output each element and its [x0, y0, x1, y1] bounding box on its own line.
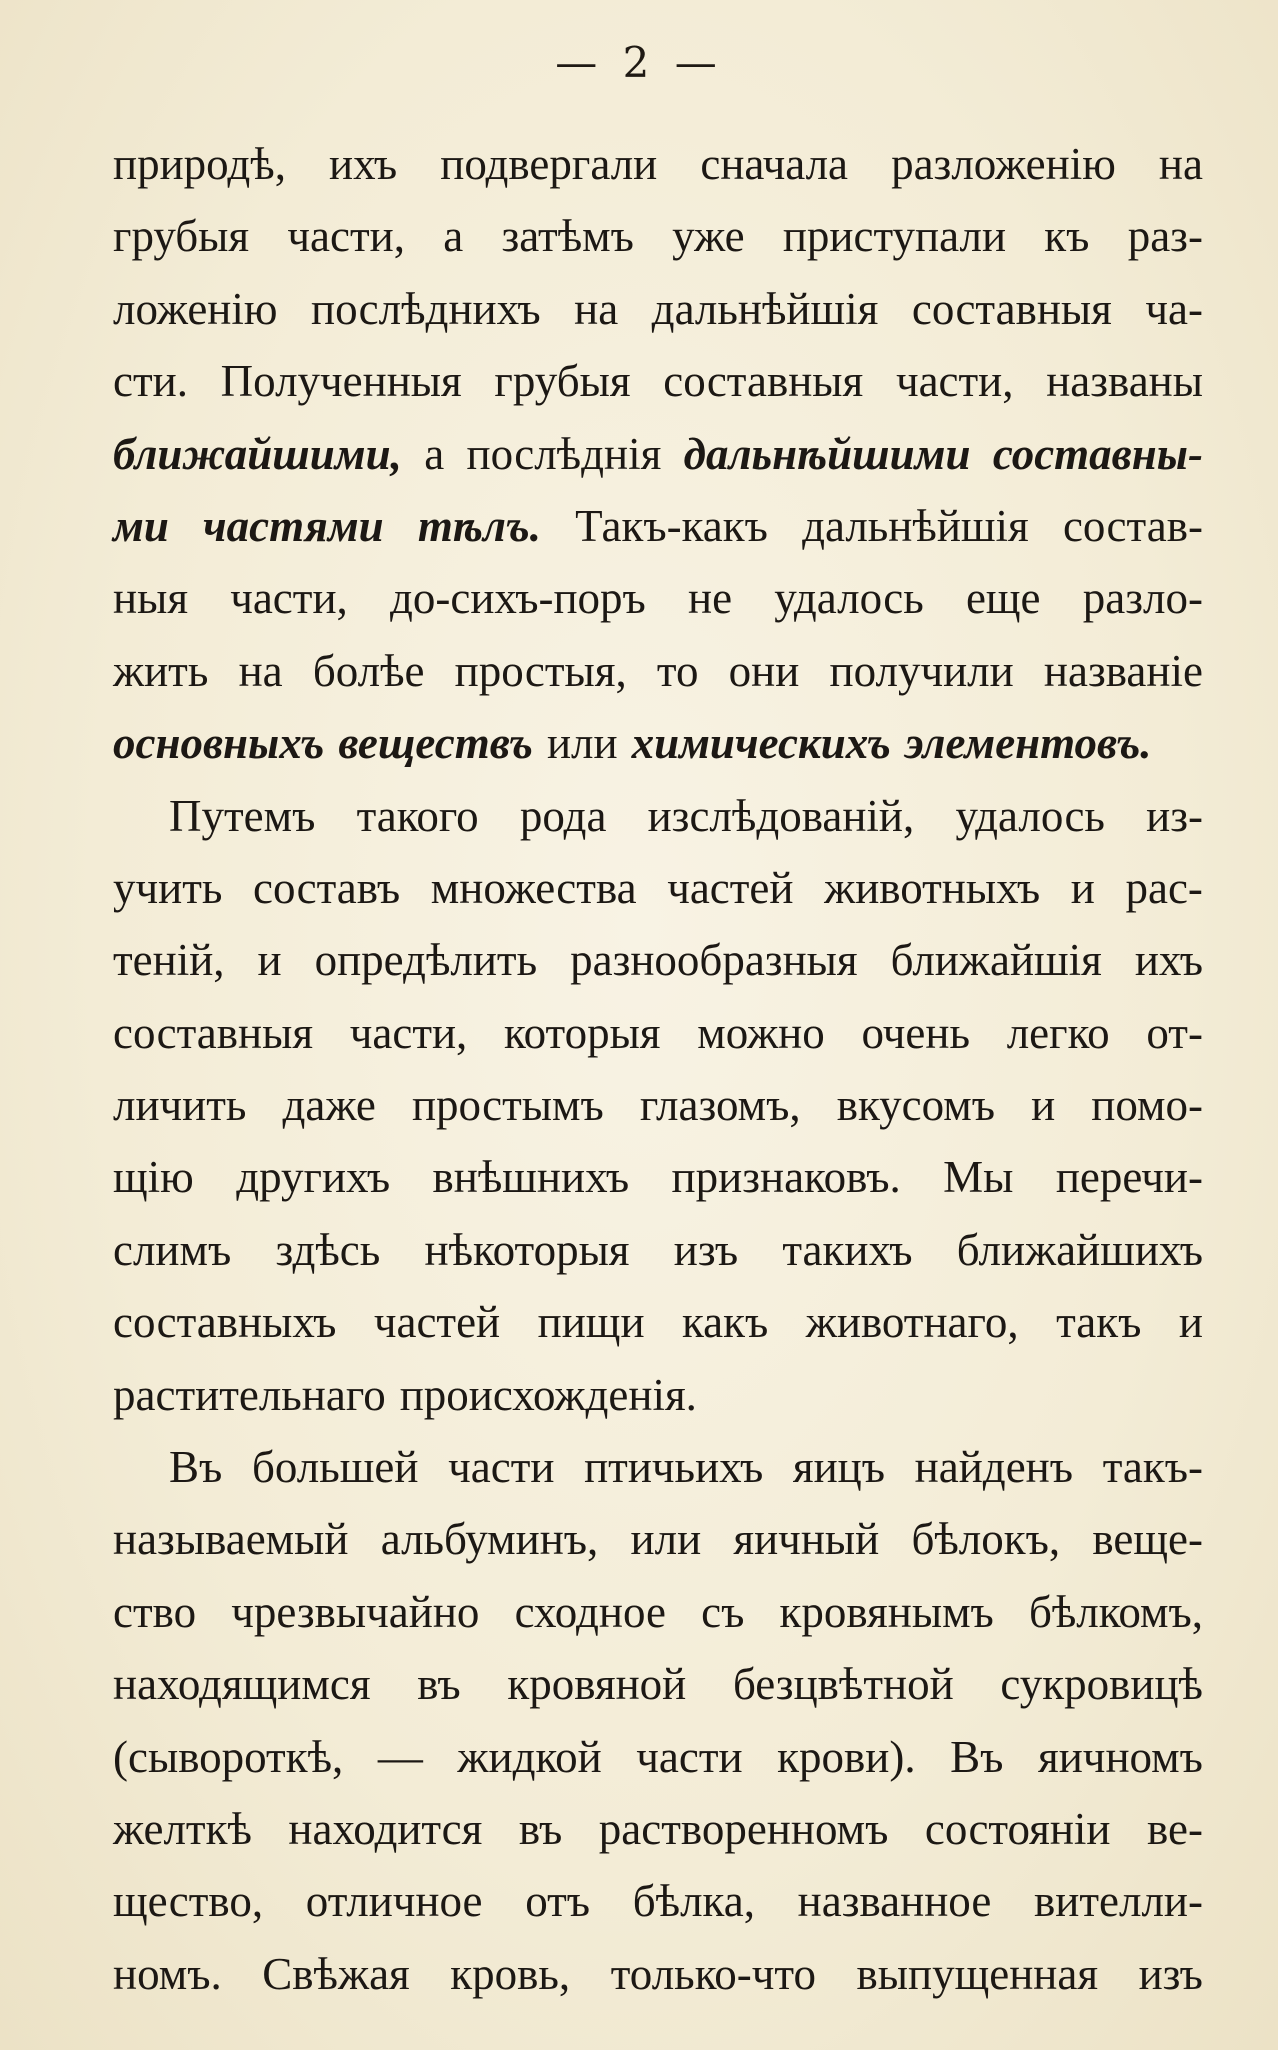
word: не — [687, 573, 733, 624]
word: растворенномъ — [598, 1803, 889, 1854]
word: состояніи — [924, 1803, 1111, 1854]
word: ложенію — [113, 283, 278, 334]
word: составныя — [911, 283, 1112, 334]
text-line — [113, 1286, 1203, 1358]
word: составныхъ — [113, 1297, 337, 1348]
word: слимъ — [113, 1224, 232, 1275]
word: только-что — [610, 1948, 816, 1999]
emphasized-word: ближайшими, — [113, 428, 402, 479]
emphasized-word: химическихъ — [631, 718, 891, 769]
word: части, — [349, 1007, 468, 1058]
word: большей — [251, 1442, 419, 1493]
word: рас- — [1125, 862, 1203, 913]
word: рода — [519, 790, 607, 841]
text-line — [113, 1069, 1203, 1141]
word: Путемъ — [169, 790, 316, 841]
word: изъ — [673, 1224, 739, 1275]
word: из- — [1146, 790, 1203, 841]
word: кровянымъ — [779, 1586, 994, 1637]
word: сукровицѣ — [1000, 1659, 1203, 1710]
word: дальнѣйшія — [802, 500, 1029, 551]
word: такъ- — [1102, 1442, 1203, 1493]
word: а — [424, 428, 445, 479]
word: отъ — [525, 1876, 591, 1927]
word: части — [636, 1731, 743, 1782]
text-line — [113, 707, 1203, 779]
text-line — [113, 635, 1203, 707]
word: множества — [430, 862, 637, 913]
word: затѣмъ — [501, 211, 634, 262]
word: простымъ — [411, 1080, 604, 1131]
word: составныя — [663, 356, 864, 407]
word: которыя — [504, 1007, 661, 1058]
word: птичьихъ — [584, 1442, 764, 1493]
word: щество, — [113, 1876, 264, 1927]
word: даже — [282, 1080, 376, 1131]
word: подвергали — [440, 139, 658, 189]
word: бѣлкомъ, — [1028, 1586, 1203, 1637]
word: Свѣжая — [262, 1948, 410, 1999]
word: состав- — [1062, 500, 1203, 551]
text-line — [113, 1431, 1203, 1503]
word: а — [443, 211, 464, 262]
text-line — [113, 562, 1203, 634]
word: части, — [287, 211, 405, 262]
word: глазомъ, — [639, 1080, 801, 1131]
word: Полученныя — [220, 356, 462, 407]
word: бѣлокъ, — [911, 1514, 1061, 1565]
word: то — [656, 645, 699, 696]
word: составныя — [113, 1007, 314, 1058]
text-line — [113, 273, 1203, 345]
word: яицъ — [792, 1442, 886, 1493]
text-line — [113, 200, 1203, 272]
word: признаковъ. — [671, 1152, 901, 1203]
word: разнообразныя — [570, 935, 858, 986]
word: грубыя — [113, 211, 250, 262]
word: называемый — [113, 1514, 349, 1565]
word: удалось — [955, 790, 1105, 841]
word: происхожденія. — [399, 1369, 697, 1420]
word: номъ. — [113, 1948, 222, 1999]
word: животнаго, — [805, 1297, 1019, 1348]
word: грубыя — [494, 356, 631, 407]
word: разложенію — [891, 139, 1116, 189]
word: разло- — [1082, 573, 1203, 624]
text-line — [113, 1648, 1203, 1720]
word: на — [1158, 139, 1203, 189]
word: ихъ — [329, 139, 398, 189]
word: вителли- — [1034, 1876, 1203, 1927]
word: теній, — [113, 935, 225, 986]
word: от- — [1146, 1007, 1203, 1058]
text-line — [113, 1865, 1203, 1937]
word: получили — [829, 645, 1014, 696]
word: въ — [417, 1659, 461, 1710]
text-line — [113, 1576, 1203, 1648]
word: составъ — [253, 862, 401, 913]
text-line — [113, 1793, 1203, 1865]
paragraph — [113, 780, 1203, 1432]
word: Такъ-какъ — [575, 500, 768, 551]
word: ближайшихъ — [956, 1224, 1203, 1275]
word: такого — [356, 790, 479, 841]
word: названное — [797, 1876, 992, 1927]
word: и — [1070, 862, 1095, 913]
word: можно — [697, 1007, 825, 1058]
text-line — [113, 924, 1203, 996]
word: помо- — [1091, 1080, 1203, 1131]
word: частей — [373, 1297, 501, 1348]
word: перечи- — [1055, 1152, 1203, 1203]
word: или — [630, 1514, 702, 1565]
word: личить — [113, 1080, 247, 1131]
word: или — [546, 718, 618, 769]
word: учить — [113, 862, 223, 913]
word: частей — [667, 862, 794, 913]
word: изслѣдованій, — [647, 790, 915, 841]
word: альбуминъ, — [380, 1514, 599, 1565]
word: Въ — [169, 1442, 223, 1493]
word: и — [1031, 1080, 1056, 1131]
word: къ — [1044, 211, 1090, 262]
emphasized-word: элементовъ. — [904, 718, 1152, 769]
word: нѣкоторыя — [424, 1224, 630, 1275]
word: на — [574, 283, 619, 334]
word: уже — [672, 211, 745, 262]
word: находящимся — [113, 1659, 371, 1710]
word: (сывороткѣ, — [113, 1731, 344, 1782]
text-line — [113, 418, 1203, 490]
word: чрезвычайно — [231, 1586, 480, 1637]
word: Въ — [950, 1731, 1004, 1782]
word: — — [377, 1731, 423, 1782]
emphasized-word: дальнѣйшими — [683, 428, 971, 479]
word: названіе — [1043, 645, 1203, 696]
word: такъ — [1056, 1297, 1142, 1348]
word: части, — [230, 573, 348, 624]
word: съ — [701, 1586, 745, 1637]
word: раз- — [1127, 211, 1203, 262]
word: другихъ — [236, 1152, 391, 1203]
text-line — [113, 997, 1203, 1069]
word: послѣднія — [466, 428, 662, 479]
word: дальнѣйшія — [651, 283, 879, 334]
word: части — [448, 1442, 555, 1493]
word: природѣ, — [113, 139, 286, 189]
word: ихъ — [1134, 935, 1203, 986]
word: и — [1178, 1297, 1203, 1348]
text-line — [113, 1141, 1203, 1213]
word: яичномъ — [1038, 1731, 1203, 1782]
body-text — [113, 128, 1203, 2010]
text-line — [113, 1938, 1203, 2010]
word: веще- — [1092, 1514, 1203, 1565]
word: простыя, — [454, 645, 627, 696]
word: пищи — [537, 1297, 645, 1348]
word: еще — [965, 573, 1041, 624]
word: части, — [895, 356, 1014, 407]
word: внѣшнихъ — [432, 1152, 630, 1203]
word: крови). — [777, 1731, 916, 1782]
emphasized-word: веществъ — [338, 718, 533, 769]
word: яичный — [733, 1514, 880, 1565]
word: до-сихъ-поръ — [389, 573, 646, 624]
text-line — [113, 345, 1203, 417]
emphasized-word: основныхъ — [113, 718, 325, 769]
word: въ — [518, 1803, 563, 1854]
word: на — [238, 645, 283, 696]
word: здѣсь — [275, 1224, 381, 1275]
text-line — [113, 1721, 1203, 1793]
word: выпущенная — [856, 1948, 1099, 1999]
word: названы — [1046, 356, 1203, 407]
paragraph — [113, 1431, 1203, 2010]
word: легко — [1006, 1007, 1110, 1058]
word: ныя — [113, 573, 189, 624]
word: ча- — [1145, 283, 1203, 334]
word: сти. — [113, 356, 188, 407]
word: вкусомъ — [836, 1080, 996, 1131]
word: щію — [113, 1152, 194, 1203]
text-line — [113, 1214, 1203, 1286]
text-line — [113, 490, 1203, 562]
page-number: — 2 — — [555, 38, 723, 87]
word: безцвѣтной — [732, 1659, 954, 1710]
word: жидкой — [457, 1731, 602, 1782]
word: и — [257, 935, 282, 986]
word: кровяной — [507, 1659, 687, 1710]
word: приступали — [782, 211, 1007, 262]
word: они — [728, 645, 800, 696]
text-line — [113, 780, 1203, 852]
word: удалось — [774, 573, 924, 624]
word: бѣлка, — [632, 1876, 755, 1927]
word: сходное — [514, 1586, 666, 1637]
word: очень — [861, 1007, 970, 1058]
word: животныхъ — [824, 862, 1041, 913]
word: ближайшія — [890, 935, 1102, 986]
text-line — [113, 852, 1203, 924]
emphasized-word: тѣлъ. — [417, 500, 541, 551]
text-line — [113, 1359, 1203, 1431]
word: ство — [113, 1586, 197, 1637]
paragraph — [113, 128, 1203, 780]
word: растительнаго — [113, 1369, 386, 1420]
word: изъ — [1138, 1948, 1203, 1999]
word: послѣднихъ — [310, 283, 541, 334]
emphasized-word: ми — [113, 500, 169, 551]
word: находится — [288, 1803, 483, 1854]
word: отличное — [305, 1876, 483, 1927]
emphasized-word: составны- — [992, 428, 1203, 479]
word: такихъ — [782, 1224, 913, 1275]
word: сначала — [700, 139, 848, 189]
text-line — [113, 1503, 1203, 1575]
word: какъ — [682, 1297, 769, 1348]
word: Мы — [943, 1152, 1014, 1203]
emphasized-word: частями — [203, 500, 384, 551]
word: ве- — [1147, 1803, 1203, 1854]
word: желткѣ — [113, 1803, 252, 1854]
word: кровь, — [450, 1948, 571, 1999]
word: жить — [113, 645, 209, 696]
word: найденъ — [914, 1442, 1074, 1493]
word: опредѣлить — [314, 935, 538, 986]
word: болѣе — [312, 645, 425, 696]
text-line — [113, 128, 1203, 200]
